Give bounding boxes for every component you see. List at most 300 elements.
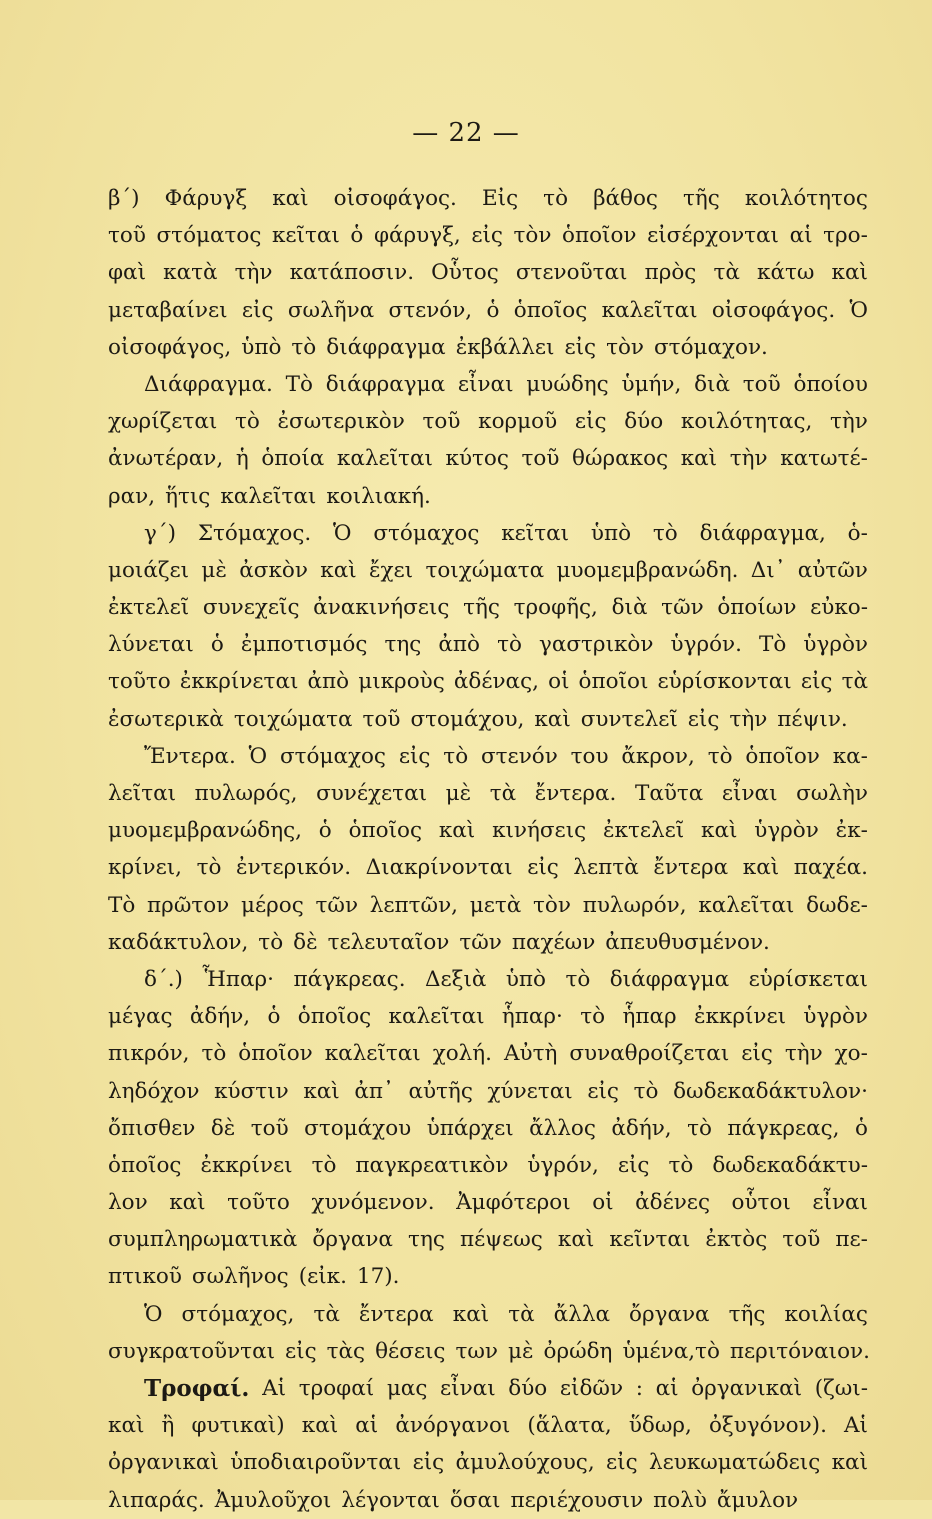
text-word: εἰδῶν [559, 1376, 624, 1401]
text-word: ἀδένες [635, 1190, 710, 1216]
text-word: εἰσέρχονται [647, 223, 779, 249]
text-word: : [635, 1376, 643, 1401]
text-word: πυλωρόν, [582, 892, 687, 918]
text-line [108, 515, 868, 552]
text-line [108, 1333, 868, 1370]
text-word: τῶν [315, 892, 359, 918]
text-word: καὶ [438, 818, 476, 844]
text-word: μοιάζει [108, 557, 190, 583]
text-word: καὶ [742, 855, 780, 881]
text-word: Ἔντερα. [144, 743, 236, 769]
text-word: κοιλίας [784, 1301, 868, 1327]
text-word: τὸ [652, 520, 678, 546]
text-word: εἶναι [457, 371, 514, 397]
text-line [108, 701, 868, 738]
text-word: φυτικαὶ) [191, 1413, 285, 1439]
text-word: ὁ [486, 297, 500, 323]
text-word: ὑγρὸν [803, 1004, 868, 1030]
text-word: ὁποίων [717, 595, 797, 621]
text-word: εἰς [241, 297, 274, 323]
text-word: κρίνει, [108, 855, 182, 881]
text-word: κύτος [445, 446, 509, 472]
text-word: τὸ [565, 966, 591, 992]
text-word: σωλῆνος [191, 1264, 289, 1290]
text-word: διάφραγμα [609, 966, 730, 992]
text-word: γ΄) [144, 520, 176, 546]
text-word: ἀπευθυσμένον. [605, 929, 770, 955]
text-word: μὲ [507, 1338, 534, 1364]
text-word: ὕδωρ, [628, 1413, 692, 1439]
text-word: καὶ [169, 1190, 206, 1216]
text-word: οὗτοι [731, 1190, 791, 1216]
text-word: μὲ [201, 557, 227, 583]
text-line [108, 849, 868, 886]
text-word: εἰς [564, 334, 597, 360]
text-word: μυώδης [526, 371, 609, 397]
text-word: τὸ [668, 1152, 694, 1178]
text-word: δωδεκαδάκτυ- [712, 1152, 868, 1178]
text-word: ἀσκὸν [239, 557, 308, 583]
text-word: ὁποίου [793, 371, 868, 397]
text-word: εἶναι [812, 1190, 868, 1216]
text-word: θώρακος [572, 446, 669, 472]
text-word: ἐντερικόν. [236, 855, 352, 881]
text-word: τὸν [533, 892, 571, 918]
text-line [108, 998, 868, 1035]
text-word: ἐκβάλλει [455, 334, 555, 360]
text-word: λεῖται [108, 781, 177, 806]
text-word: λεπτὰ [573, 855, 639, 881]
text-word: κινήσεις [492, 818, 587, 844]
text-word: μετὰ [469, 892, 522, 918]
text-word: στόμαχος, [181, 1301, 295, 1327]
text-word: μέρος [241, 892, 304, 918]
text-line [108, 1258, 868, 1295]
text-word: ὑπὸ [590, 520, 632, 546]
text-word: καὶ [534, 706, 571, 732]
text-word: παχέων [511, 929, 596, 955]
text-line [108, 1110, 868, 1147]
text-word: ἐμποτισμός [240, 632, 368, 658]
text-line [108, 924, 868, 961]
text-word: διάφραγμα, [699, 520, 826, 546]
text-word: τοῦ [422, 409, 461, 435]
text-line [108, 1073, 868, 1110]
text-word: ὀργανικαὶ [108, 1450, 219, 1476]
text-word: πρῶτον [147, 892, 230, 918]
text-word: ὁποῖον [562, 223, 637, 249]
text-word: Ὁ [333, 520, 352, 546]
text-word: καὶ [831, 260, 868, 286]
text-word: τοῦ [362, 706, 401, 732]
text-word: αὐτῆς [408, 1078, 473, 1104]
text-word: ἔντερα [358, 1301, 434, 1327]
text-word: τελευταῖον [327, 929, 450, 955]
text-word: οἰσοφάγος. [333, 186, 457, 211]
text-word: τὰ [508, 1301, 535, 1327]
text-word: τὸ [687, 1115, 712, 1141]
text-word: δὲ [293, 929, 318, 955]
text-line [108, 1221, 868, 1258]
text-word: ἐσωτερικὰ [108, 706, 224, 732]
text-word: κατωτέ- [780, 446, 868, 472]
text-word: φαὶ [108, 260, 147, 286]
text-word: ληδόχον [108, 1078, 200, 1104]
text-word: μέγας [108, 1004, 173, 1030]
text-word: εἰς [398, 743, 431, 769]
text-line [108, 812, 868, 849]
text-word: συγκρατοῦνται [108, 1338, 276, 1364]
text-word: τὰς [326, 1338, 366, 1364]
text-line [108, 1407, 868, 1444]
text-word: εἰς [285, 1338, 317, 1364]
text-word: ἄμυλον [716, 1487, 799, 1513]
text-word: ὁποῖος [348, 818, 423, 844]
text-word: της [408, 1227, 445, 1253]
text-word: τὸ [443, 743, 469, 769]
text-word: τὸ [201, 1041, 227, 1067]
text-word: ὄργανα [629, 1301, 710, 1327]
text-line [108, 552, 868, 589]
text-word: εἰς [617, 1152, 650, 1178]
text-word: κύστιν [214, 1078, 289, 1104]
text-word: καὶ [320, 557, 357, 583]
text-word: συναθροίζεται [569, 1041, 730, 1067]
text-word: δ΄.) [144, 966, 183, 992]
text-word: πικρόν, [108, 1041, 190, 1067]
text-word: αἱ [789, 223, 813, 249]
text-word: Ὁ [248, 743, 268, 769]
text-word: τὰ [489, 781, 517, 806]
text-word: τῆς [463, 595, 500, 621]
text-word: ἀνωτέραν, [108, 446, 224, 472]
text-word: ὑπάρχει [426, 1115, 514, 1141]
text-word: τὸν [513, 223, 552, 249]
text-line [108, 254, 868, 291]
text-word: ὁποῖος [513, 297, 588, 323]
text-word: τοῦτο [227, 1190, 290, 1216]
text-word: τοῦ [742, 371, 781, 397]
text-word: θέσεις [375, 1338, 446, 1364]
text-word: ὁ- [847, 520, 868, 546]
text-word: στόμαχον. [654, 334, 768, 360]
text-word: καλεῖται [324, 1041, 421, 1067]
text-word: καὶ [557, 1227, 595, 1253]
text-word: ἄλλος [529, 1115, 596, 1141]
text-word: τὴν [729, 446, 768, 472]
text-word: καὶ [701, 818, 738, 844]
text-word: ὑμένα,τὸ [622, 1338, 720, 1364]
text-word: ἀπὸ [307, 669, 350, 695]
text-word: τῆς [728, 1301, 766, 1327]
text-word: τὸ [234, 409, 260, 435]
text-word: εἰς [741, 1041, 773, 1067]
text-word: τροφαί [298, 1376, 375, 1401]
text-word: τοῦ [782, 1227, 821, 1253]
text-word: ἄκρον, [621, 743, 695, 769]
text-word: ἐκτελεῖ [603, 818, 685, 844]
text-word: τὸ [580, 1004, 606, 1030]
text-word: Τὸ [759, 632, 787, 658]
text-word: οἰσοφάγος, [108, 334, 232, 360]
text-word: Εἰς [481, 186, 519, 211]
text-word: φάρυγξ, [373, 223, 461, 249]
text-word: δύο [508, 1376, 548, 1401]
text-word: ἀπ᾿ [354, 1078, 394, 1104]
text-line [108, 775, 868, 812]
text-word: εἶναι [721, 781, 778, 806]
text-word: εἰς [606, 1450, 638, 1476]
text-word: αἱ [655, 1376, 679, 1401]
text-word: ὁ [854, 1115, 868, 1141]
text-word: (ζωι- [814, 1376, 868, 1401]
text-word: καὶ [831, 1450, 868, 1476]
text-word: ἀπὸ [438, 632, 480, 658]
text-word: εὑρίσκεται [748, 966, 868, 992]
text-word: Ταῦτα [634, 781, 704, 806]
text-word: ὀργανικαὶ [691, 1376, 803, 1401]
text-line [108, 1035, 868, 1072]
text-word: εὐκο- [810, 595, 868, 621]
text-word: τὸ [291, 334, 317, 360]
text-line [108, 329, 868, 366]
text-word: ἢ [161, 1413, 175, 1439]
text-word: δωδεκαδάκτυλον· [673, 1078, 868, 1104]
page-number: — 22 — [412, 118, 520, 148]
text-word: στομάχου [304, 1115, 412, 1141]
text-word: εἰς [587, 1078, 619, 1104]
text-word: Στόμαχος. [197, 520, 312, 546]
text-line [108, 1370, 868, 1407]
text-word: ἡ [235, 446, 249, 472]
text-word: τὰ [841, 669, 868, 695]
text-line [108, 180, 868, 217]
text-word: λεπτῶν, [369, 892, 458, 918]
text-word: Τὸ [108, 892, 136, 918]
text-word: μικροὺς [358, 669, 445, 695]
text-word: ὄργανα [312, 1227, 393, 1253]
text-word: ὑγρόν. [670, 632, 742, 658]
text-word: Ἧπαρ· [202, 966, 275, 992]
text-word: ὁποῖον [745, 743, 820, 769]
text-word: κάτω [757, 260, 815, 286]
text-word: Δεξιὰ [424, 966, 487, 992]
text-word: τῆς [683, 186, 720, 211]
text-word: τροφῆς, [513, 595, 598, 621]
text-word: καὶ [452, 1301, 490, 1327]
text-word: κοιλιακή. [326, 483, 431, 509]
text-word: (ἅλατα, [527, 1413, 612, 1439]
text-word: τῶν [661, 595, 704, 621]
text-word: διάφραγμα [326, 334, 446, 360]
text-word: τρο- [823, 223, 868, 249]
text-word: ἧπαρ· [501, 1004, 563, 1030]
text-word: εἰς [412, 1450, 445, 1476]
text-word: καὶ [301, 1413, 339, 1439]
text-word: Ὁ [144, 1301, 163, 1327]
text-word: οἱ [592, 1190, 614, 1216]
text-word: ὑπὸ [505, 966, 547, 992]
text-word: τοῦ [108, 223, 146, 249]
text-word: παχέα. [793, 855, 868, 881]
text-word: αἱ [355, 1413, 379, 1439]
text-word: ἀδήν, [189, 1004, 251, 1030]
text-word: ὁ [210, 632, 224, 658]
text-word: Διάφραγμα. [144, 371, 273, 397]
text-word: ὁποῖον [238, 1041, 313, 1067]
text-line [108, 440, 868, 477]
text-word: συνεχεῖς [202, 595, 300, 621]
text-line [108, 217, 868, 254]
text-word: καδάκτυλον, [108, 929, 249, 955]
text-word: μεταβαίνει [108, 297, 228, 323]
text-word: ἀμυλούχους, [455, 1450, 595, 1476]
text-word: Αὐτὴ [503, 1041, 558, 1067]
text-word: ὑμήν, [621, 371, 682, 397]
text-word: καλεῖται [336, 446, 433, 472]
text-line [108, 1444, 868, 1481]
text-word: του [570, 743, 609, 769]
text-word: δύο [624, 409, 664, 435]
text-line [108, 961, 868, 998]
text-word: ὑγρόν, [527, 1152, 599, 1178]
text-word: ἔντερα. [534, 781, 617, 806]
text-word: ἐκτελεῖ [108, 595, 190, 621]
text-word: σωλῆνα [287, 297, 375, 323]
text-word: λον [108, 1190, 148, 1216]
text-word: τὸ [258, 929, 284, 955]
text-word: Τροφαί. [144, 1375, 250, 1402]
text-word: ραν, [108, 483, 156, 509]
text-word: τῶν [459, 929, 502, 955]
text-word: ὑγρὸν [803, 632, 868, 658]
text-word: στενοῦται [515, 260, 628, 286]
text-word: διάφραγμα [325, 371, 446, 397]
text-word: τὸ [196, 855, 222, 881]
text-word: ὁποία [261, 446, 325, 472]
text-word: εἰς [471, 223, 503, 249]
text-word: ὀξυγόνον). [708, 1413, 827, 1439]
text-word: τὸ [497, 632, 522, 658]
text-word: στομάχου, [410, 706, 525, 732]
text-word: ὑγρὸν [754, 818, 819, 844]
text-word: ὁ [350, 223, 364, 249]
text-word: Αἱ [844, 1413, 868, 1439]
text-word: Αἱ [262, 1376, 287, 1401]
text-word: Διακρίνονται [365, 855, 513, 881]
text-word: Φάρυγξ [164, 186, 248, 211]
text-word: ἔχει [368, 557, 414, 583]
text-word: πέψεως [459, 1227, 543, 1253]
text-line [108, 738, 868, 775]
text-word: ὁποῖος [108, 1152, 182, 1178]
text-line [108, 1184, 868, 1221]
text-word: ἐκ- [835, 818, 868, 844]
text-word: κατὰ [163, 260, 218, 286]
text-word: ὁ [318, 818, 332, 844]
text-word: αὐτῶν [797, 557, 868, 583]
text-word: χύνεται [487, 1078, 573, 1104]
text-word: στόμαχος [373, 520, 480, 546]
text-word: καὶ [680, 446, 718, 472]
text-word: κορμοῦ [478, 409, 558, 435]
text-word: μυομεμβρανώδης, [108, 818, 302, 844]
text-word: συμπληρωματικὰ [108, 1227, 298, 1253]
text-word: (εἰκ. [298, 1264, 347, 1290]
text-word: πολὺ [653, 1487, 707, 1513]
text-word: στόμαχος [279, 743, 386, 769]
text-line [108, 292, 868, 329]
text-word: τοῦ [521, 446, 560, 472]
text-word: ἐκτὸς [705, 1227, 768, 1253]
text-word: περιτόναιον. [729, 1338, 870, 1364]
text-word: λύνεται [108, 632, 194, 658]
text-word: τὴν [784, 1041, 823, 1067]
text-word: ἐσωτερικὸν [277, 409, 405, 435]
text-word: καλεῖται [601, 297, 698, 323]
text-word: διὰ [694, 371, 731, 397]
text-line [108, 403, 868, 440]
text-line [108, 1482, 868, 1519]
text-word: τὸ [707, 743, 733, 769]
text-word: 17). [356, 1264, 400, 1290]
text-word: καὶ [303, 1078, 340, 1104]
text-word: Τὸ [285, 371, 313, 397]
text-word: στόματος [156, 223, 262, 249]
text-word: ἐκκρίνεται [179, 669, 299, 695]
text-word: μὲ [445, 781, 472, 806]
text-word: τὰ [313, 1301, 340, 1327]
text-word: χο- [834, 1041, 868, 1067]
text-word: τοῦτο [108, 669, 171, 695]
text-word: συντελεῖ [580, 706, 678, 732]
text-word: πτικοῦ [108, 1264, 182, 1290]
text-word: πρὸς [644, 260, 697, 286]
text-word: των [455, 1338, 498, 1364]
text-word: χωρίζεται [108, 409, 218, 435]
text-word: εἰς [687, 706, 720, 732]
text-word: κεῖνται [609, 1227, 691, 1253]
text-word: Ὁ [849, 297, 868, 323]
text-word: παγκρεατικὸν [355, 1152, 509, 1178]
text-word: καλεῖται [220, 483, 317, 509]
text-word: μυομεμβρανώδη. [556, 557, 739, 583]
text-word: ἐκκρίνει [693, 1004, 787, 1030]
text-word: ὁποῖοι [578, 669, 649, 695]
text-word: λευκωματώδεις [648, 1450, 821, 1476]
text-word: οἱ [548, 669, 570, 695]
text-word: ἥτις [165, 483, 211, 509]
text-word: καὶ [108, 1413, 145, 1439]
text-line [108, 663, 868, 700]
text-word: τὴν [234, 260, 273, 286]
text-word: κοιλότητας, [680, 409, 813, 435]
text-word: λιπαράς. [108, 1487, 205, 1513]
text-line [108, 366, 868, 403]
text-word: ὅσαι [449, 1487, 501, 1513]
text-word: στενόν, [388, 297, 473, 323]
text-word: δωδε- [806, 892, 868, 918]
text-word: ἐκκρίνει [200, 1152, 293, 1178]
text-word: εἰς [574, 409, 607, 435]
text-word: Ἀμυλοῦχοι [214, 1487, 332, 1513]
text-word: κοιλότητος [744, 186, 868, 211]
text-word: καλεῖται [388, 1004, 485, 1030]
text-word: κατάποσιν. [289, 260, 415, 286]
text-word: τὴν [729, 706, 768, 732]
text-word: β΄) [108, 186, 140, 211]
text-word: ἀδένας, [453, 669, 539, 695]
